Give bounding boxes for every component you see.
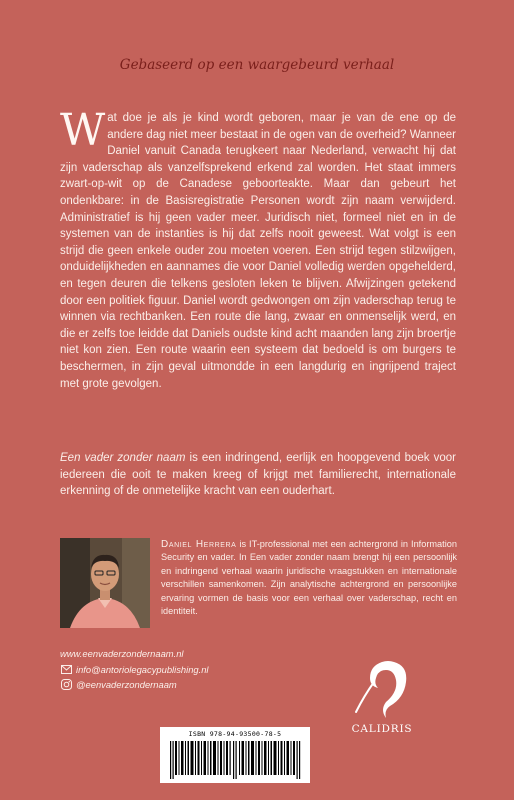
website-link[interactable]: www.eenvaderzondernaam.nl <box>60 648 184 659</box>
author-bio-text: is IT-professional met een achtergrond in Information Security en vader. In Een vader zonder naam brengt hij een persoonlijk en indringend verhaal waarin juridische vraagstukken en internationale verschillen samenkomen. Zijn analytische achtergrond en persoonlijke ervaring vormen de basis voor een verhaal over vaderschap, recht en identiteit. <box>161 539 457 617</box>
isbn-barcode <box>160 727 310 783</box>
instagram-row <box>60 677 209 693</box>
instagram-handle[interactable]: @eenvaderzondernaam <box>76 679 177 690</box>
blurb-text: at doe je als je kind wordt geboren, maar je van de ene op de andere dag niet meer bestaat in de ogen van de overheid? Wanneer Daniel vanuit Canada terugkeert naar Nederland, verwacht hij dat zijn vaderschap als vanzelfsprekend erkend zal worden. Het staat immers zwart-op-wit op de Canadese geboorteakte. Maar dan gebeurt het ondenkbare: in de Basisregistratie Personen wordt zijn naam verwijderd. Administratief is hij geen vader meer. Juridisch niet, formeel niet en in de systemen van de instanties is hij dat zelfs nooit geweest. Wat volgt is een strijd die geen enkele ouder zou moeten voeren. Een strijd tegen stilzwijgen, onduidelijkheden en aannames die voor Daniel volledig werden opgehelderd, en tegen deuren die telkens gesloten leken te blijven. Afwijzingen getekend door een politiek figuur. Daniel wordt gedwongen om zijn vaderschap terug te winnen via rechtbanken. Een route die lang, zwaar en onmenselijk werd, en die er zelfs toe leidde dat Daniels oudste kind acht maanden lang zijn broertje niet kon zien. Een route waarin een systeem dat bedoeld is om burgers te beschermen, in zijn geval uitmondde in een langdurig en ingrijpend traject met grote gevolgen. <box>60 112 456 390</box>
drop-cap: W <box>60 105 106 156</box>
summary-text: is een indringend, eerlijk en hoopgevend boek voor iedereen die ooit te maken kreeg of krijgt met familierecht, internationale erkenning of de onmetelijke kracht van een ouderhart. <box>60 452 457 498</box>
email-link[interactable]: info@antoriolegacypublishing.nl <box>76 663 209 675</box>
instagram-icon <box>60 679 72 691</box>
author-photo <box>60 538 150 628</box>
isbn-number: ISBN 978-94-93500-78-5 <box>188 730 282 738</box>
tagline: Gebaseerd op een waargebeurd verhaal <box>119 57 395 73</box>
author-name: Daniel Herrera <box>161 539 237 550</box>
barcode-bars <box>168 741 302 779</box>
calidris-bird-logo <box>352 652 412 728</box>
publisher-name: CALIDRIS <box>351 723 413 735</box>
book-title: Een vader zonder naam <box>60 452 186 464</box>
summary-paragraph <box>60 450 456 500</box>
website-row <box>60 646 209 662</box>
mail-icon <box>60 663 72 675</box>
blurb <box>60 105 456 392</box>
contact-list <box>60 646 209 693</box>
author-bio <box>161 538 457 618</box>
email-row <box>60 662 209 678</box>
